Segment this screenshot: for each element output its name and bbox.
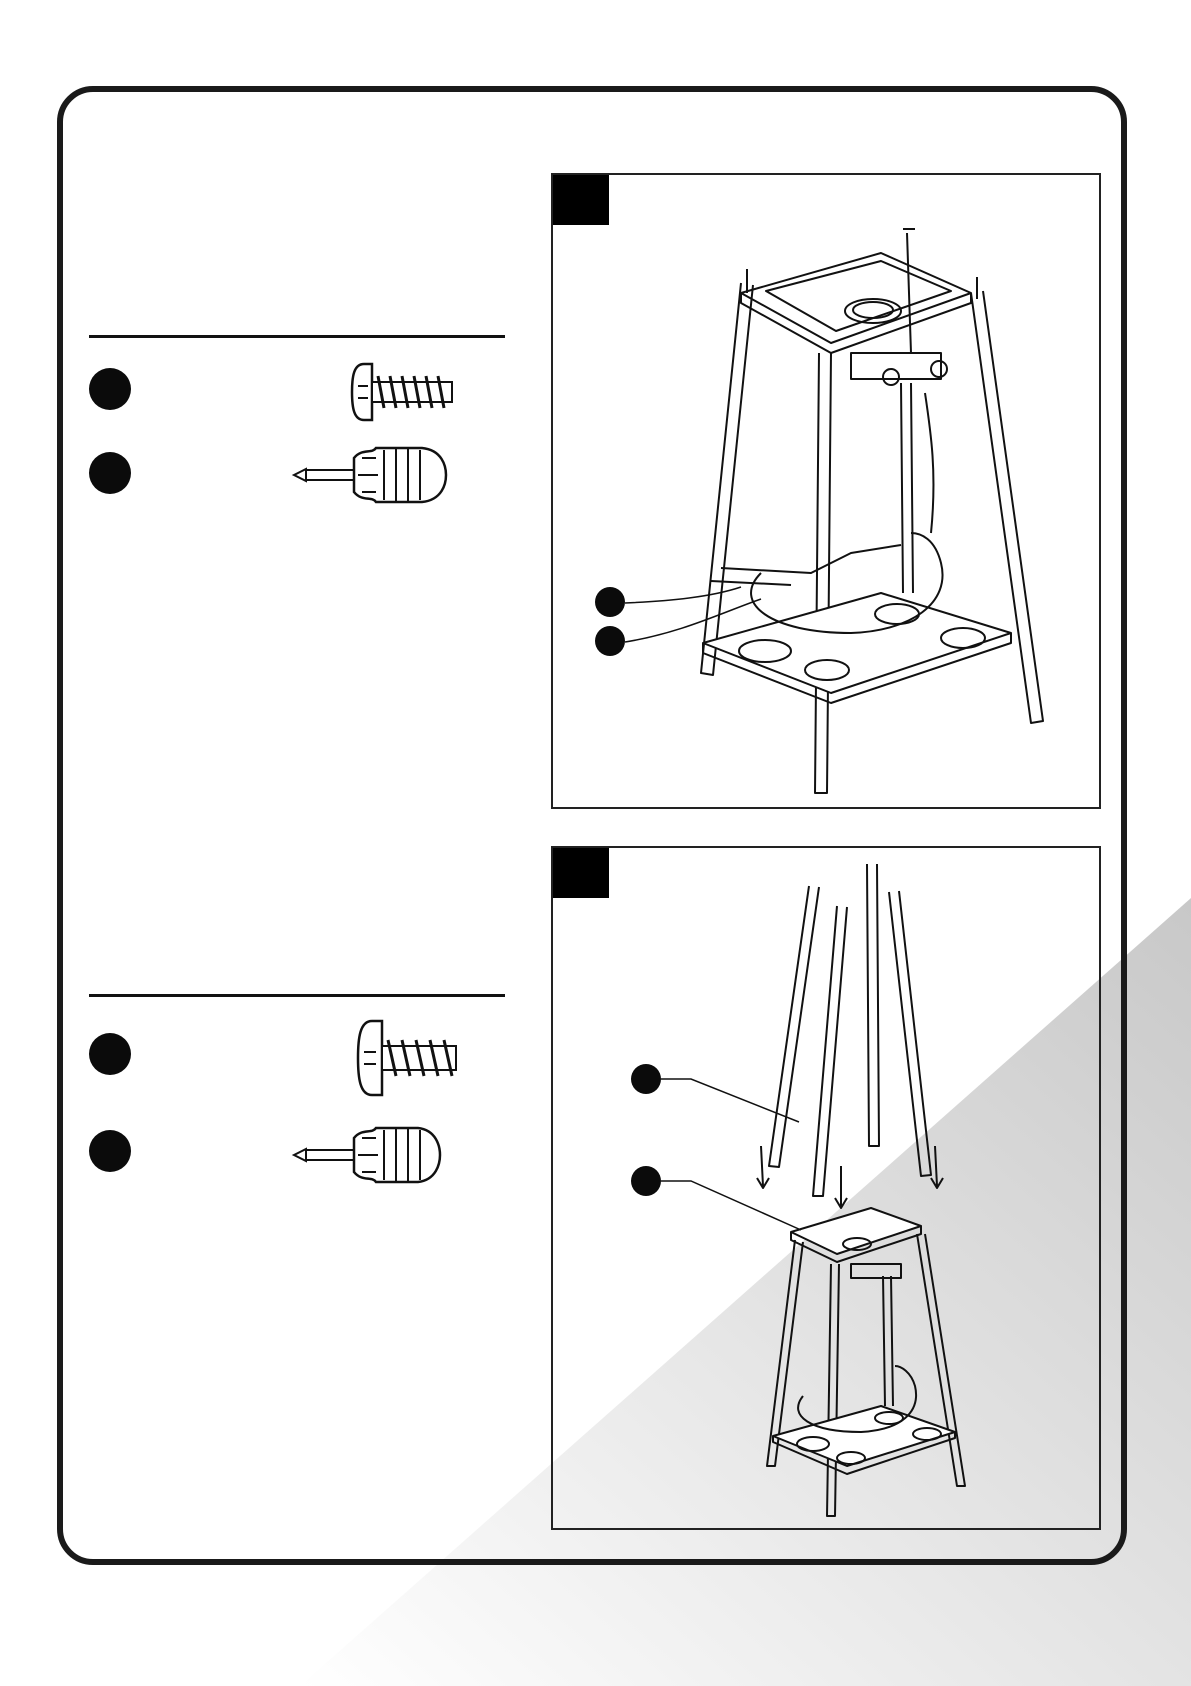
- screwdriver-icon: [292, 444, 448, 506]
- screwdriver-icon: [292, 1124, 442, 1186]
- screw-icon: [356, 1018, 464, 1098]
- part-bullet-1: [89, 368, 131, 410]
- callout-leader-lines: [551, 173, 1101, 809]
- screw-icon: [350, 360, 470, 424]
- section-divider-2: [89, 994, 505, 997]
- tool-bullet-2: [89, 1130, 131, 1172]
- part-bullet-2: [89, 1033, 131, 1075]
- tool-bullet-1: [89, 452, 131, 494]
- callout-leader-lines: [551, 846, 1101, 1530]
- section-divider-1: [89, 335, 505, 338]
